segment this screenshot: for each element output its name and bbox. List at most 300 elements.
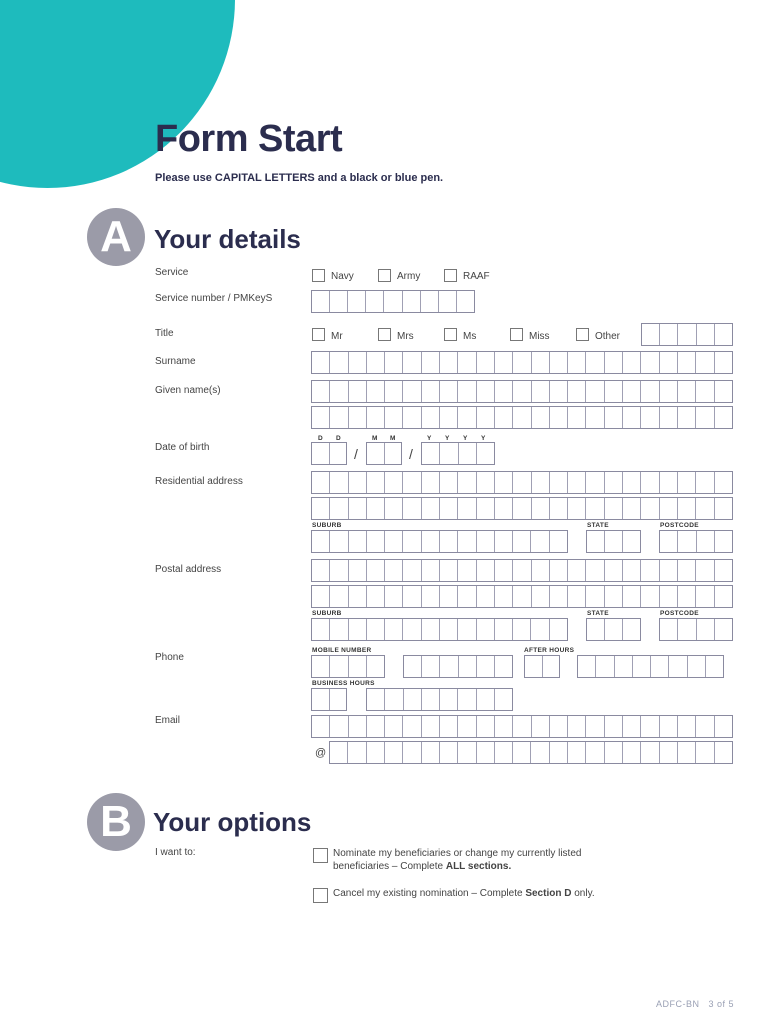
character-cell[interactable]	[550, 560, 568, 581]
character-cell[interactable]	[495, 716, 513, 737]
character-cell[interactable]	[367, 407, 385, 428]
email-input-line2[interactable]	[329, 741, 733, 764]
character-cell[interactable]	[330, 619, 348, 640]
other-checkbox[interactable]	[576, 328, 589, 341]
character-cell[interactable]	[477, 531, 495, 552]
character-cell[interactable]	[696, 586, 714, 607]
character-cell[interactable]	[367, 381, 385, 402]
character-cell[interactable]	[641, 407, 659, 428]
character-cell[interactable]	[696, 472, 714, 493]
character-cell[interactable]	[349, 586, 367, 607]
character-cell[interactable]	[641, 472, 659, 493]
character-cell[interactable]	[532, 407, 550, 428]
character-cell[interactable]	[715, 742, 732, 763]
character-cell[interactable]	[531, 619, 549, 640]
character-cell[interactable]	[495, 742, 513, 763]
character-cell[interactable]	[623, 352, 641, 373]
character-cell[interactable]	[513, 531, 531, 552]
character-cell[interactable]	[422, 742, 440, 763]
character-cell[interactable]	[605, 560, 623, 581]
character-cell[interactable]	[678, 619, 696, 640]
character-cell[interactable]	[312, 498, 330, 519]
character-cell[interactable]	[525, 656, 543, 677]
character-cell[interactable]	[385, 689, 403, 710]
character-cell[interactable]	[349, 619, 367, 640]
character-cell[interactable]	[623, 586, 641, 607]
character-cell[interactable]	[641, 586, 659, 607]
character-cell[interactable]	[440, 381, 458, 402]
character-cell[interactable]	[513, 716, 531, 737]
character-cell[interactable]	[660, 324, 678, 345]
character-cell[interactable]	[568, 498, 586, 519]
character-cell[interactable]	[385, 443, 402, 464]
character-cell[interactable]	[697, 324, 715, 345]
character-cell[interactable]	[696, 407, 714, 428]
character-cell[interactable]	[605, 742, 623, 763]
character-cell[interactable]	[697, 619, 715, 640]
mr-checkbox[interactable]	[312, 328, 325, 341]
character-cell[interactable]	[312, 381, 330, 402]
character-cell[interactable]	[458, 586, 476, 607]
character-cell[interactable]	[605, 531, 623, 552]
character-cell[interactable]	[458, 472, 476, 493]
character-cell[interactable]	[495, 407, 513, 428]
character-cell[interactable]	[660, 381, 678, 402]
character-cell[interactable]	[367, 531, 385, 552]
character-cell[interactable]	[440, 586, 458, 607]
character-cell[interactable]	[403, 619, 421, 640]
character-cell[interactable]	[440, 716, 458, 737]
dob-day-input[interactable]	[311, 442, 347, 465]
character-cell[interactable]	[440, 407, 458, 428]
character-cell[interactable]	[568, 352, 586, 373]
character-cell[interactable]	[641, 716, 659, 737]
character-cell[interactable]	[403, 560, 421, 581]
character-cell[interactable]	[349, 381, 367, 402]
character-cell[interactable]	[715, 407, 732, 428]
character-cell[interactable]	[678, 352, 696, 373]
character-cell[interactable]	[458, 531, 476, 552]
character-cell[interactable]	[312, 443, 330, 464]
character-cell[interactable]	[495, 560, 513, 581]
given-names-input-line2[interactable]	[311, 406, 733, 429]
character-cell[interactable]	[495, 352, 513, 373]
character-cell[interactable]	[641, 498, 659, 519]
character-cell[interactable]	[532, 560, 550, 581]
character-cell[interactable]	[550, 619, 567, 640]
character-cell[interactable]	[586, 381, 604, 402]
character-cell[interactable]	[586, 498, 604, 519]
character-cell[interactable]	[477, 472, 495, 493]
character-cell[interactable]	[458, 742, 476, 763]
character-cell[interactable]	[385, 407, 403, 428]
character-cell[interactable]	[457, 291, 474, 312]
character-cell[interactable]	[403, 742, 421, 763]
character-cell[interactable]	[422, 656, 440, 677]
residential-address-line1[interactable]	[311, 471, 733, 494]
character-cell[interactable]	[440, 656, 458, 677]
character-cell[interactable]	[586, 742, 604, 763]
character-cell[interactable]	[715, 619, 732, 640]
character-cell[interactable]	[660, 619, 678, 640]
service-number-input[interactable]	[311, 290, 475, 313]
character-cell[interactable]	[312, 531, 330, 552]
character-cell[interactable]	[660, 742, 678, 763]
character-cell[interactable]	[458, 619, 476, 640]
character-cell[interactable]	[697, 531, 715, 552]
character-cell[interactable]	[495, 498, 513, 519]
character-cell[interactable]	[349, 531, 367, 552]
character-cell[interactable]	[458, 716, 476, 737]
character-cell[interactable]	[385, 619, 403, 640]
character-cell[interactable]	[568, 716, 586, 737]
character-cell[interactable]	[568, 586, 586, 607]
character-cell[interactable]	[349, 498, 367, 519]
character-cell[interactable]	[477, 656, 495, 677]
character-cell[interactable]	[532, 472, 550, 493]
character-cell[interactable]	[422, 381, 440, 402]
nominate-beneficiaries-checkbox[interactable]	[313, 848, 328, 863]
residential-postcode-input[interactable]	[659, 530, 733, 553]
character-cell[interactable]	[349, 352, 367, 373]
character-cell[interactable]	[348, 291, 366, 312]
character-cell[interactable]	[633, 656, 651, 677]
character-cell[interactable]	[605, 472, 623, 493]
character-cell[interactable]	[715, 586, 732, 607]
character-cell[interactable]	[312, 560, 330, 581]
character-cell[interactable]	[477, 560, 495, 581]
character-cell[interactable]	[513, 586, 531, 607]
character-cell[interactable]	[586, 352, 604, 373]
character-cell[interactable]	[312, 716, 330, 737]
character-cell[interactable]	[587, 619, 605, 640]
character-cell[interactable]	[678, 498, 696, 519]
character-cell[interactable]	[458, 407, 476, 428]
character-cell[interactable]	[605, 716, 623, 737]
character-cell[interactable]	[330, 531, 348, 552]
character-cell[interactable]	[366, 291, 384, 312]
character-cell[interactable]	[330, 586, 348, 607]
character-cell[interactable]	[586, 586, 604, 607]
character-cell[interactable]	[586, 716, 604, 737]
character-cell[interactable]	[477, 407, 495, 428]
character-cell[interactable]	[596, 656, 614, 677]
character-cell[interactable]	[440, 472, 458, 493]
character-cell[interactable]	[660, 560, 678, 581]
character-cell[interactable]	[495, 689, 512, 710]
residential-address-line2[interactable]	[311, 497, 733, 520]
character-cell[interactable]	[568, 407, 586, 428]
character-cell[interactable]	[623, 381, 641, 402]
character-cell[interactable]	[349, 407, 367, 428]
character-cell[interactable]	[312, 619, 330, 640]
character-cell[interactable]	[678, 407, 696, 428]
character-cell[interactable]	[532, 716, 550, 737]
character-cell[interactable]	[550, 531, 567, 552]
character-cell[interactable]	[367, 689, 385, 710]
character-cell[interactable]	[312, 656, 330, 677]
ms-checkbox[interactable]	[444, 328, 457, 341]
character-cell[interactable]	[513, 381, 531, 402]
character-cell[interactable]	[385, 586, 403, 607]
cancel-nomination-checkbox[interactable]	[313, 888, 328, 903]
character-cell[interactable]	[440, 742, 458, 763]
character-cell[interactable]	[660, 531, 678, 552]
character-cell[interactable]	[422, 443, 440, 464]
character-cell[interactable]	[440, 443, 458, 464]
character-cell[interactable]	[568, 560, 586, 581]
character-cell[interactable]	[532, 498, 550, 519]
character-cell[interactable]	[605, 498, 623, 519]
character-cell[interactable]	[459, 656, 477, 677]
character-cell[interactable]	[623, 472, 641, 493]
character-cell[interactable]	[403, 472, 421, 493]
character-cell[interactable]	[543, 656, 560, 677]
character-cell[interactable]	[623, 407, 641, 428]
character-cell[interactable]	[531, 531, 549, 552]
business-hours-number-input[interactable]	[366, 688, 513, 711]
character-cell[interactable]	[367, 560, 385, 581]
character-cell[interactable]	[623, 716, 641, 737]
character-cell[interactable]	[605, 381, 623, 402]
miss-checkbox[interactable]	[510, 328, 523, 341]
mrs-checkbox[interactable]	[378, 328, 391, 341]
character-cell[interactable]	[568, 472, 586, 493]
character-cell[interactable]	[367, 656, 384, 677]
character-cell[interactable]	[495, 472, 513, 493]
character-cell[interactable]	[440, 619, 458, 640]
character-cell[interactable]	[568, 381, 586, 402]
character-cell[interactable]	[385, 531, 403, 552]
character-cell[interactable]	[715, 324, 732, 345]
character-cell[interactable]	[623, 531, 640, 552]
character-cell[interactable]	[403, 531, 421, 552]
character-cell[interactable]	[440, 689, 458, 710]
character-cell[interactable]	[477, 689, 495, 710]
character-cell[interactable]	[678, 742, 696, 763]
character-cell[interactable]	[578, 656, 596, 677]
character-cell[interactable]	[715, 560, 732, 581]
character-cell[interactable]	[330, 742, 348, 763]
character-cell[interactable]	[330, 560, 348, 581]
character-cell[interactable]	[403, 498, 421, 519]
character-cell[interactable]	[550, 742, 568, 763]
character-cell[interactable]	[458, 352, 476, 373]
given-names-input-line1[interactable]	[311, 380, 733, 403]
character-cell[interactable]	[385, 381, 403, 402]
character-cell[interactable]	[660, 586, 678, 607]
character-cell[interactable]	[385, 352, 403, 373]
character-cell[interactable]	[495, 656, 512, 677]
character-cell[interactable]	[312, 291, 330, 312]
character-cell[interactable]	[550, 352, 568, 373]
character-cell[interactable]	[623, 619, 640, 640]
character-cell[interactable]	[458, 381, 476, 402]
character-cell[interactable]	[678, 324, 696, 345]
email-input-line1[interactable]	[311, 715, 733, 738]
character-cell[interactable]	[459, 443, 477, 464]
character-cell[interactable]	[422, 586, 440, 607]
surname-input[interactable]	[311, 351, 733, 374]
character-cell[interactable]	[532, 352, 550, 373]
character-cell[interactable]	[623, 560, 641, 581]
character-cell[interactable]	[550, 381, 568, 402]
character-cell[interactable]	[421, 291, 439, 312]
character-cell[interactable]	[367, 352, 385, 373]
character-cell[interactable]	[623, 498, 641, 519]
character-cell[interactable]	[550, 407, 568, 428]
character-cell[interactable]	[385, 498, 403, 519]
character-cell[interactable]	[477, 381, 495, 402]
character-cell[interactable]	[696, 716, 714, 737]
character-cell[interactable]	[678, 560, 696, 581]
character-cell[interactable]	[688, 656, 706, 677]
character-cell[interactable]	[440, 498, 458, 519]
character-cell[interactable]	[660, 498, 678, 519]
character-cell[interactable]	[715, 472, 732, 493]
character-cell[interactable]	[513, 560, 531, 581]
character-cell[interactable]	[715, 498, 732, 519]
character-cell[interactable]	[458, 689, 476, 710]
character-cell[interactable]	[550, 498, 568, 519]
character-cell[interactable]	[641, 742, 659, 763]
character-cell[interactable]	[367, 586, 385, 607]
character-cell[interactable]	[477, 586, 495, 607]
mobile-number-input[interactable]	[403, 655, 513, 678]
character-cell[interactable]	[715, 381, 732, 402]
character-cell[interactable]	[550, 716, 568, 737]
character-cell[interactable]	[312, 352, 330, 373]
character-cell[interactable]	[696, 498, 714, 519]
character-cell[interactable]	[367, 742, 385, 763]
character-cell[interactable]	[615, 656, 633, 677]
character-cell[interactable]	[696, 560, 714, 581]
character-cell[interactable]	[660, 352, 678, 373]
character-cell[interactable]	[477, 443, 494, 464]
character-cell[interactable]	[477, 619, 495, 640]
character-cell[interactable]	[330, 291, 348, 312]
character-cell[interactable]	[495, 531, 513, 552]
character-cell[interactable]	[349, 472, 367, 493]
character-cell[interactable]	[330, 381, 348, 402]
character-cell[interactable]	[477, 716, 495, 737]
character-cell[interactable]	[348, 742, 366, 763]
character-cell[interactable]	[367, 443, 385, 464]
character-cell[interactable]	[696, 352, 714, 373]
character-cell[interactable]	[440, 560, 458, 581]
character-cell[interactable]	[660, 472, 678, 493]
character-cell[interactable]	[495, 586, 513, 607]
postal-address-line2[interactable]	[311, 585, 733, 608]
character-cell[interactable]	[422, 352, 440, 373]
postal-address-line1[interactable]	[311, 559, 733, 582]
navy-checkbox[interactable]	[312, 269, 325, 282]
character-cell[interactable]	[715, 352, 732, 373]
character-cell[interactable]	[330, 656, 348, 677]
residential-suburb-input[interactable]	[311, 530, 568, 553]
character-cell[interactable]	[422, 689, 440, 710]
character-cell[interactable]	[404, 689, 422, 710]
character-cell[interactable]	[330, 352, 348, 373]
character-cell[interactable]	[477, 498, 495, 519]
character-cell[interactable]	[532, 586, 550, 607]
character-cell[interactable]	[330, 443, 347, 464]
character-cell[interactable]	[422, 407, 440, 428]
character-cell[interactable]	[385, 716, 403, 737]
character-cell[interactable]	[403, 352, 421, 373]
army-checkbox[interactable]	[378, 269, 391, 282]
character-cell[interactable]	[568, 742, 586, 763]
character-cell[interactable]	[367, 619, 385, 640]
character-cell[interactable]	[696, 381, 714, 402]
character-cell[interactable]	[422, 560, 440, 581]
character-cell[interactable]	[385, 560, 403, 581]
character-cell[interactable]	[513, 472, 531, 493]
character-cell[interactable]	[422, 619, 440, 640]
character-cell[interactable]	[641, 560, 659, 581]
character-cell[interactable]	[422, 472, 440, 493]
character-cell[interactable]	[586, 407, 604, 428]
business-hours-area-code-input[interactable]	[311, 688, 347, 711]
character-cell[interactable]	[384, 291, 402, 312]
character-cell[interactable]	[531, 742, 549, 763]
character-cell[interactable]	[660, 716, 678, 737]
postal-state-input[interactable]	[586, 618, 641, 641]
character-cell[interactable]	[587, 531, 605, 552]
character-cell[interactable]	[660, 407, 678, 428]
character-cell[interactable]	[550, 472, 568, 493]
character-cell[interactable]	[330, 716, 348, 737]
character-cell[interactable]	[312, 407, 330, 428]
after-hours-area-code-input[interactable]	[524, 655, 560, 678]
character-cell[interactable]	[385, 742, 403, 763]
character-cell[interactable]	[312, 586, 330, 607]
character-cell[interactable]	[439, 291, 457, 312]
residential-state-input[interactable]	[586, 530, 641, 553]
postal-postcode-input[interactable]	[659, 618, 733, 641]
character-cell[interactable]	[403, 586, 421, 607]
character-cell[interactable]	[586, 560, 604, 581]
character-cell[interactable]	[696, 742, 714, 763]
character-cell[interactable]	[404, 656, 422, 677]
dob-month-input[interactable]	[366, 442, 402, 465]
after-hours-number-input[interactable]	[577, 655, 724, 678]
character-cell[interactable]	[440, 531, 458, 552]
character-cell[interactable]	[513, 742, 531, 763]
character-cell[interactable]	[495, 619, 513, 640]
character-cell[interactable]	[330, 472, 348, 493]
character-cell[interactable]	[605, 352, 623, 373]
character-cell[interactable]	[678, 531, 696, 552]
character-cell[interactable]	[367, 472, 385, 493]
character-cell[interactable]	[513, 407, 531, 428]
character-cell[interactable]	[477, 352, 495, 373]
character-cell[interactable]	[385, 472, 403, 493]
character-cell[interactable]	[678, 381, 696, 402]
character-cell[interactable]	[641, 381, 659, 402]
character-cell[interactable]	[586, 472, 604, 493]
character-cell[interactable]	[678, 586, 696, 607]
character-cell[interactable]	[605, 586, 623, 607]
character-cell[interactable]	[651, 656, 669, 677]
character-cell[interactable]	[495, 381, 513, 402]
character-cell[interactable]	[605, 407, 623, 428]
dob-year-input[interactable]	[421, 442, 495, 465]
character-cell[interactable]	[605, 619, 623, 640]
character-cell[interactable]	[642, 324, 660, 345]
character-cell[interactable]	[641, 352, 659, 373]
postal-suburb-input[interactable]	[311, 618, 568, 641]
